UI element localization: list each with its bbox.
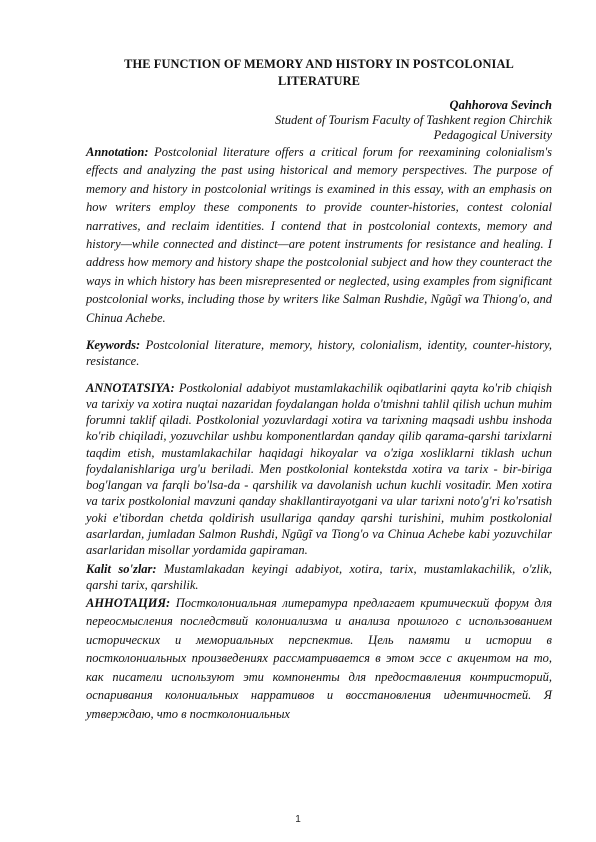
keywords-label: Keywords: bbox=[86, 338, 141, 353]
annotaciya-text: Постколониальная литература предлагает критический форум для переосмысления последствий колониализма и анализа прошлого с использованием исторических и мемориальных перспектив. Цель памяти и истории в постколониальных произведениях рассматривается в этом эссе с акцентом на то, как писатели используют эти компоненты для предоставления контристорий, оспаривания колониальных нарративов и восстановления идентичностей. Я утверждаю, что в постколониальных bbox=[86, 595, 553, 722]
kalit-sozlar-paragraph bbox=[86, 561, 552, 593]
annotaciya-paragraph bbox=[86, 594, 552, 724]
annotation-paragraph bbox=[86, 143, 552, 327]
kalit-sozlar-label: Kalit so'zlar: bbox=[86, 562, 157, 577]
author-name: Qahhorova Sevinch bbox=[449, 98, 552, 112]
annotation-label: Annotation: bbox=[86, 145, 149, 159]
annotaciya-label: АННОТАЦИЯ: bbox=[86, 595, 171, 610]
kalit-sozlar-text: Mustamlakadan keyingi adabiyot, xotira, tarix, mustamlakachilik, o'zlik, qarshi tarix, qarshilik. bbox=[86, 562, 553, 593]
author-affiliation-line-2: Pedagogical University bbox=[433, 128, 552, 142]
annotatsiya-text: Postkolonial adabiyot mustamlakachilik oqibatlarini qayta ko'rib chiqish va tarixiy va xotira nuqtai nazaridan foydalangan holda o'tmishni tahlil qilish uchun muhim forumni taklif qiladi. Postkolonial yozuvlardagi xotira va tarixning maqsadi ushbu inshoda ko'rib chiqiladi, yozuvchilar ushbu komponentlardan qanday qilib qarama-qarshi tarixlarni taqdim etish, mustamlakachilar haqidagi hikoyalar va o'ziga xosliklarni tiklash uchun foydalanishlariga urg'u beriladi. Men postkolonial kontekstda xotira va tarix - bir-biriga bog'langan va farqli bo'lsa-da - qarshilik va davolanish uchun kuchli vositadir. Men xotira va tarix postkolonial mavzuni qanday shakllantirayotgani va ular tarixni noto'g'ri ko'rsatish yoki e'tibordan chetda qoldirish usullariga qanday qarshi turishini, muhim postkolonial asarlardan, jumladan Salmon Rushdi, Ngũgĩ va Tiong'o va Chinua Achebe kabi yozuvchilar asarlaridan misollar yordamida gapiraman. bbox=[86, 380, 553, 557]
title-line-1: THE FUNCTION OF MEMORY AND HISTORY IN POSTCOLONIAL bbox=[124, 57, 514, 71]
annotatsiya-paragraph bbox=[86, 380, 552, 558]
annotatsiya-label: ANNOTATSIYA: bbox=[86, 380, 175, 395]
author-affiliation-line-1: Student of Tourism Faculty of Tashkent region Chirchik bbox=[275, 113, 552, 127]
page-content bbox=[86, 56, 552, 724]
keywords-text: Postcolonial literature, memory, history, colonialism, identity, counter-history, resistance. bbox=[86, 338, 552, 369]
paper-title bbox=[86, 56, 552, 90]
page-number: 1 bbox=[295, 814, 301, 825]
title-line-2: LITERATURE bbox=[277, 74, 361, 88]
keywords-paragraph bbox=[86, 337, 552, 370]
annotation-text: Postcolonial literature offers a critical forum for reexamining colonialism's effects and analyzing the past using historical and memory perspectives. The purpose of memory and history in postcolonial writings is examined in this essay, with an emphasis on how writers employ these components to provide counter-histories, contest colonial narratives, and reclaim identities. I contend that in postcolonial contexts, memory and history—while connected and distinct—are potent instruments for resistance and healing. I address how memory and history shape the postcolonial subject and how they counteract the ways in which history has been misrepresented or neglected, using examples from significant postcolonial works, including those by writers like Salman Rushdie, Ngũgĩ wa Thiong'o, and Chinua Achebe. bbox=[86, 145, 553, 325]
